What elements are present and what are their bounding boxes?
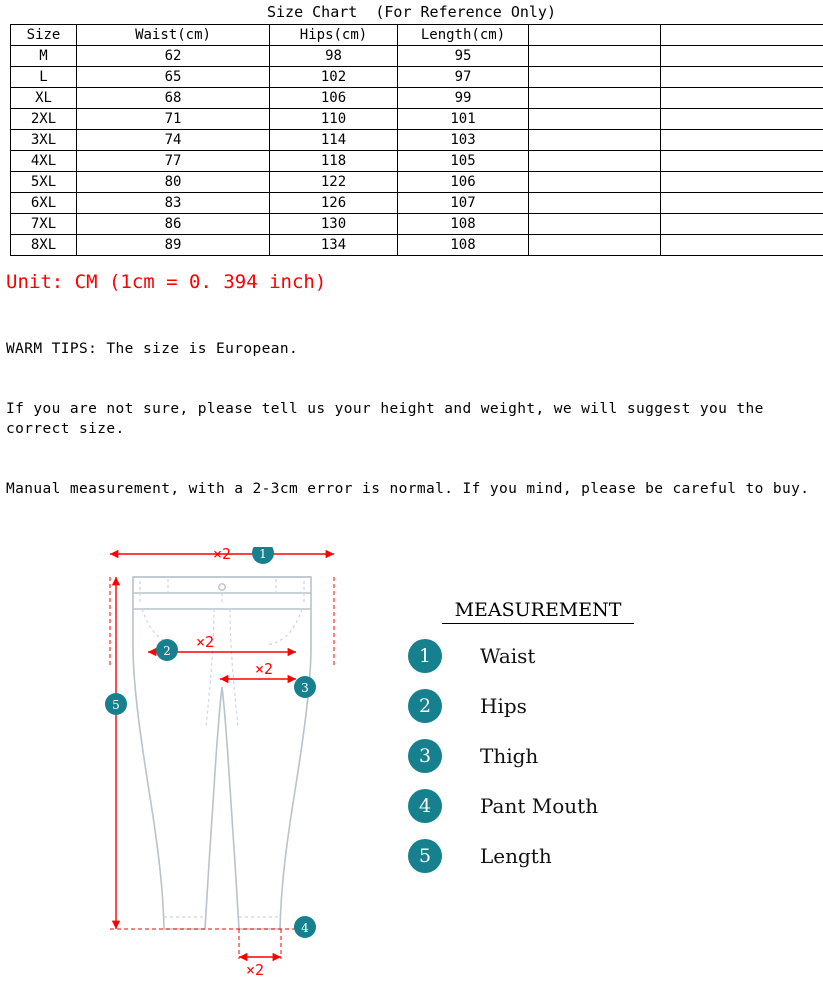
cell-blank-2 bbox=[661, 109, 823, 130]
cell-blank-2 bbox=[661, 235, 823, 256]
legend-label-thigh: Thigh bbox=[480, 744, 538, 768]
table-header-length: Length(cm) bbox=[398, 25, 529, 46]
table-header-waist: Waist(cm) bbox=[77, 25, 270, 46]
size-table bbox=[10, 24, 823, 256]
table-row bbox=[11, 193, 823, 214]
svg-text:4: 4 bbox=[301, 921, 309, 935]
measurement-diagram bbox=[0, 547, 823, 997]
table-row bbox=[11, 67, 823, 88]
cell-size: 3XL bbox=[11, 130, 77, 151]
cell-blank-1 bbox=[529, 235, 661, 256]
table-header-size: Size bbox=[11, 25, 77, 46]
cell-waist: 86 bbox=[77, 214, 270, 235]
cell-blank-1 bbox=[529, 151, 661, 172]
cell-blank-1 bbox=[529, 172, 661, 193]
cell-waist: 80 bbox=[77, 172, 270, 193]
table-row bbox=[11, 130, 823, 151]
cell-size: 7XL bbox=[11, 214, 77, 235]
cell-blank-2 bbox=[661, 46, 823, 67]
cell-length: 99 bbox=[398, 88, 529, 109]
legend-label-pant-mouth: Pant Mouth bbox=[480, 794, 598, 818]
cell-blank-2 bbox=[661, 67, 823, 88]
svg-text:2: 2 bbox=[163, 644, 171, 658]
unit-note: Unit: CM (1cm = 0. 394 inch) bbox=[6, 271, 823, 293]
cell-blank-1 bbox=[529, 130, 661, 151]
legend-item-pant-mouth bbox=[408, 788, 738, 824]
cell-size: XL bbox=[11, 88, 77, 109]
cell-length: 103 bbox=[398, 130, 529, 151]
cell-size: L bbox=[11, 67, 77, 88]
cell-hips: 110 bbox=[270, 109, 398, 130]
cell-waist: 89 bbox=[77, 235, 270, 256]
cell-size: M bbox=[11, 46, 77, 67]
cell-waist: 65 bbox=[77, 67, 270, 88]
cell-length: 107 bbox=[398, 193, 529, 214]
cell-length: 108 bbox=[398, 235, 529, 256]
table-row bbox=[11, 172, 823, 193]
cell-waist: 83 bbox=[77, 193, 270, 214]
legend-badge-1: 1 bbox=[408, 639, 442, 673]
cell-length: 108 bbox=[398, 214, 529, 235]
legend-badge-3: 3 bbox=[408, 739, 442, 773]
cell-length: 95 bbox=[398, 46, 529, 67]
cell-hips: 118 bbox=[270, 151, 398, 172]
cell-length: 97 bbox=[398, 67, 529, 88]
cell-waist: 74 bbox=[77, 130, 270, 151]
cell-size: 6XL bbox=[11, 193, 77, 214]
cell-hips: 98 bbox=[270, 46, 398, 67]
cell-blank-2 bbox=[661, 151, 823, 172]
table-row bbox=[11, 88, 823, 109]
cell-blank-2 bbox=[661, 130, 823, 151]
hips-multiplier-label: ×2 bbox=[196, 633, 214, 651]
cell-blank-2 bbox=[661, 193, 823, 214]
legend-badge-4: 4 bbox=[408, 789, 442, 823]
cell-hips: 134 bbox=[270, 235, 398, 256]
cell-blank-1 bbox=[529, 109, 661, 130]
cell-hips: 102 bbox=[270, 67, 398, 88]
cell-size: 2XL bbox=[11, 109, 77, 130]
cell-blank-1 bbox=[529, 67, 661, 88]
measurement-legend bbox=[408, 599, 738, 874]
cell-blank-2 bbox=[661, 88, 823, 109]
cell-blank-2 bbox=[661, 172, 823, 193]
cell-blank-1 bbox=[529, 214, 661, 235]
table-header-hips: Hips(cm) bbox=[270, 25, 398, 46]
cell-size: 5XL bbox=[11, 172, 77, 193]
cell-hips: 106 bbox=[270, 88, 398, 109]
cell-waist: 77 bbox=[77, 151, 270, 172]
legend-item-thigh bbox=[408, 738, 738, 774]
pant-mouth-multiplier-label: ×2 bbox=[246, 961, 264, 979]
legend-badge-2: 2 bbox=[408, 689, 442, 723]
table-header-blank-1 bbox=[529, 25, 661, 46]
legend-label-waist: Waist bbox=[480, 644, 535, 668]
cell-length: 105 bbox=[398, 151, 529, 172]
cell-waist: 62 bbox=[77, 46, 270, 67]
cell-length: 101 bbox=[398, 109, 529, 130]
cell-size: 8XL bbox=[11, 235, 77, 256]
cell-hips: 130 bbox=[270, 214, 398, 235]
legend-item-length bbox=[408, 838, 738, 874]
cell-blank-2 bbox=[661, 214, 823, 235]
legend-badge-5: 5 bbox=[408, 839, 442, 873]
table-row bbox=[11, 235, 823, 256]
cell-blank-1 bbox=[529, 193, 661, 214]
cell-hips: 126 bbox=[270, 193, 398, 214]
legend-label-hips: Hips bbox=[480, 694, 527, 718]
cell-waist: 71 bbox=[77, 109, 270, 130]
svg-text:3: 3 bbox=[301, 681, 309, 695]
svg-text:1: 1 bbox=[259, 547, 267, 561]
legend-item-hips bbox=[408, 688, 738, 724]
cell-hips: 114 bbox=[270, 130, 398, 151]
thigh-multiplier-label: ×2 bbox=[255, 660, 273, 678]
cell-size: 4XL bbox=[11, 151, 77, 172]
cell-waist: 68 bbox=[77, 88, 270, 109]
tip-line-2: If you are not sure, please tell us your height and weight, we will suggest you the correct size. bbox=[6, 399, 823, 439]
cell-hips: 122 bbox=[270, 172, 398, 193]
table-row bbox=[11, 46, 823, 67]
legend-item-waist bbox=[408, 638, 738, 674]
cell-blank-1 bbox=[529, 46, 661, 67]
warm-tips bbox=[6, 299, 823, 539]
table-row bbox=[11, 214, 823, 235]
svg-text:5: 5 bbox=[112, 698, 120, 712]
table-row bbox=[11, 109, 823, 130]
table-header-blank-2 bbox=[661, 25, 823, 46]
tip-line-3: Manual measurement, with a 2-3cm error is normal. If you mind, please be careful to buy. bbox=[6, 479, 823, 499]
cell-length: 106 bbox=[398, 172, 529, 193]
table-row bbox=[11, 151, 823, 172]
page-title: Size Chart (For Reference Only) bbox=[0, 0, 823, 21]
table-header-row bbox=[11, 25, 823, 46]
cell-blank-1 bbox=[529, 88, 661, 109]
legend-label-length: Length bbox=[480, 844, 552, 868]
waist-multiplier-label: ×2 bbox=[213, 547, 231, 563]
tip-line-1: WARM TIPS: The size is European. bbox=[6, 339, 823, 359]
legend-title: MEASUREMENT bbox=[442, 599, 634, 624]
